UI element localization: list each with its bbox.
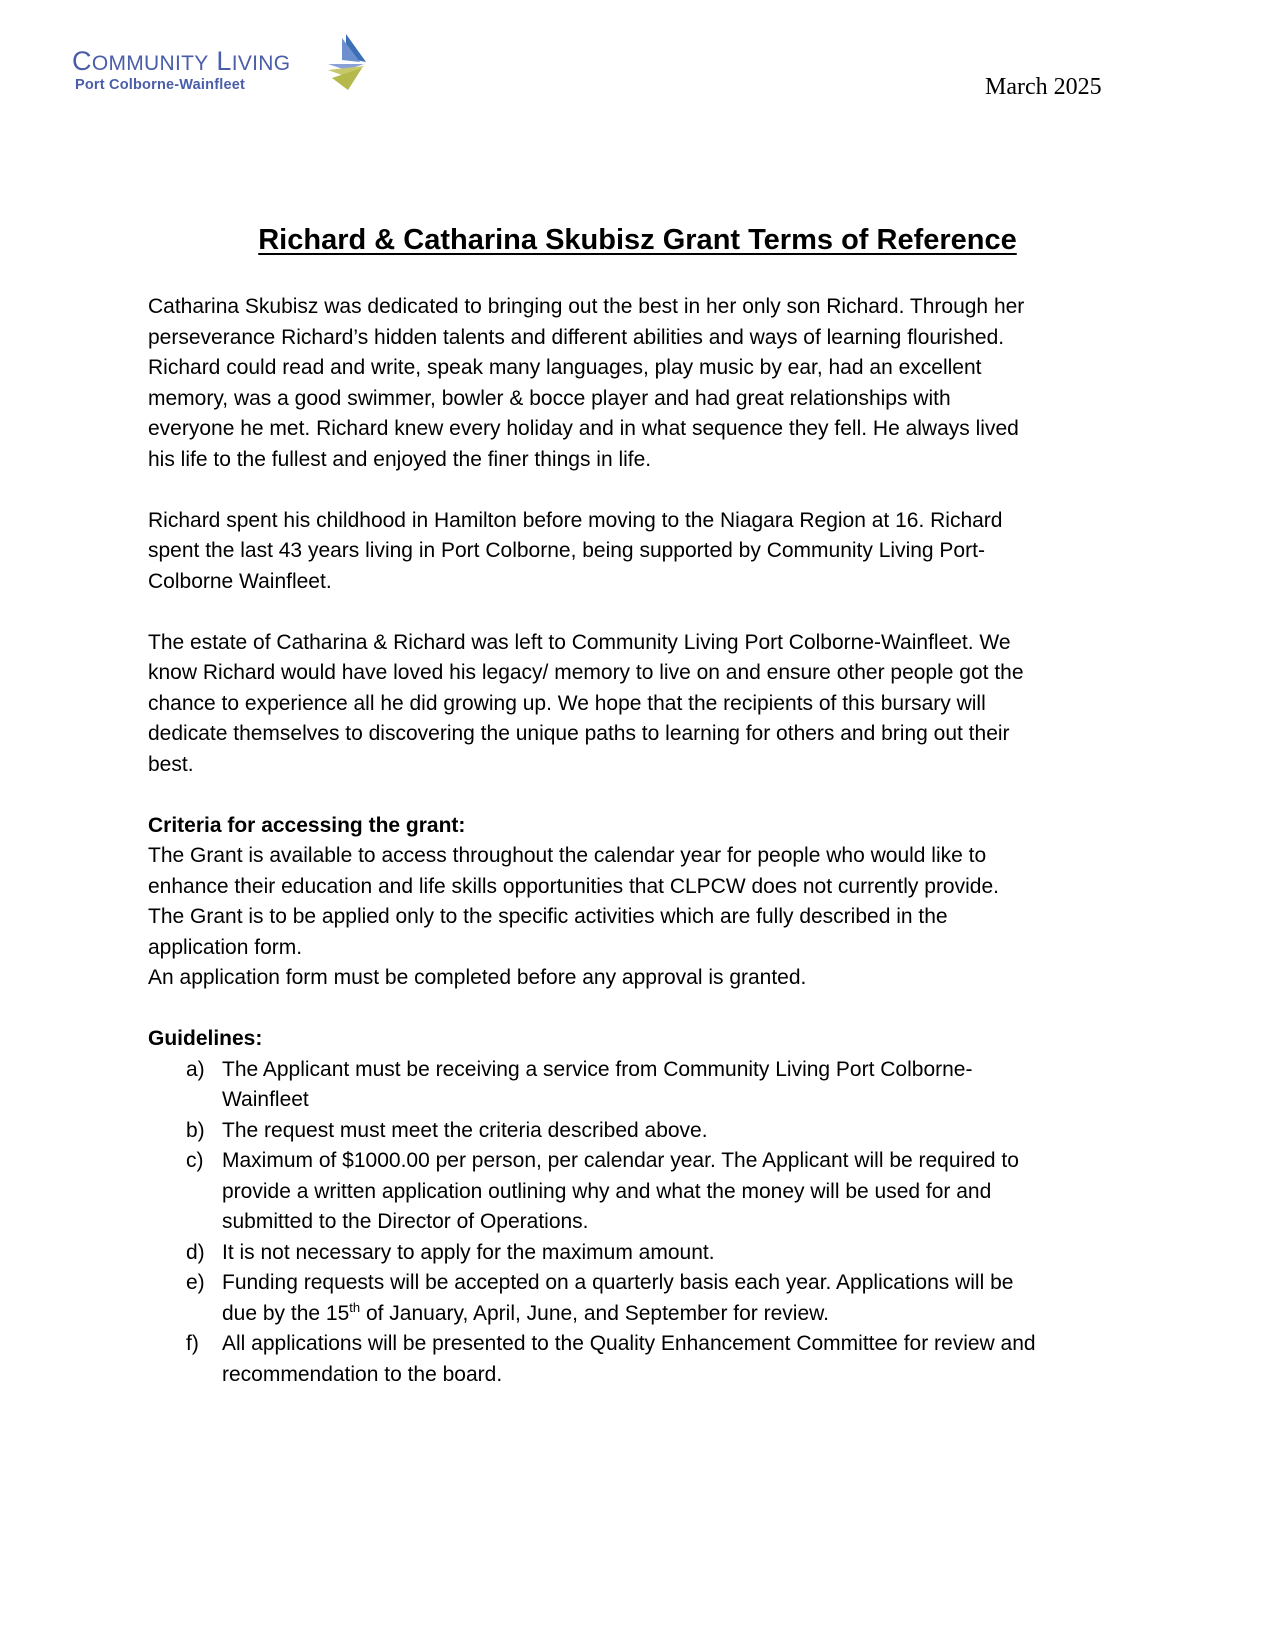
text-line: perseverance Richard’s hidden talents and different abilities and ways of learning flourished. <box>148 325 1005 349</box>
childhood-paragraph <box>148 506 1128 598</box>
guidelines-section <box>148 1024 1128 1390</box>
text-line: best. <box>148 752 194 776</box>
list-marker: d) <box>186 1240 205 1264</box>
logo-wordmark: COMMUNITY LIVING <box>72 46 291 76</box>
text-line: chance to experience all he did growing up. We hope that the recipients of this bursary will <box>148 691 986 715</box>
list-marker: f) <box>186 1332 199 1355</box>
list-marker: b) <box>186 1118 205 1142</box>
document-date: March 2025 <box>985 74 1102 100</box>
text-line: The Grant is available to access throughout the calendar year for people who would like to <box>148 844 987 867</box>
text-line: Catharina Skubisz was dedicated to bringing out the best in her only son Richard. Through her <box>148 295 1025 318</box>
logo-sail-icon <box>326 34 366 92</box>
text-line: Richard spent his childhood in Hamilton before moving to the Niagara Region at 16. Richard <box>148 508 1003 532</box>
list-item <box>148 1329 1128 1390</box>
community-living-logo <box>72 34 392 96</box>
text-line: his life to the fullest and enjoyed the finer things in life. <box>148 447 652 471</box>
text-line: dedicate themselves to discovering the unique paths to learning for others and bring out their <box>148 722 1010 745</box>
text-line: submitted to the Director of Operations. <box>222 1210 589 1233</box>
text-line: The estate of Catharina & Richard was left to Community Living Port Colborne-Wainfleet. We <box>148 630 1011 654</box>
text-line: enhance their education and life skills opportunities that CLPCW does not currently provide. <box>148 874 999 898</box>
text-line: Colborne Wainfleet. <box>148 569 332 593</box>
criteria-section <box>148 811 1128 994</box>
list-item <box>148 1268 1128 1329</box>
text-segment: of January, April, June, and September for review. <box>360 1301 829 1325</box>
text-line: provide a written application outlining why and what the money will be used for and <box>222 1179 992 1203</box>
text-line: It is not necessary to apply for the maximum amount. <box>222 1240 715 1264</box>
text-segment: due by the 15 <box>222 1301 350 1325</box>
text-line: The request must meet the criteria described above. <box>222 1118 708 1142</box>
guidelines-heading: Guidelines: <box>148 1027 263 1050</box>
logo-subtitle: Port Colborne-Wainfleet <box>75 77 246 93</box>
text-line: memory, was a good swimmer, bowler & bocce player and had great relationships with <box>148 386 951 410</box>
list-marker: a) <box>186 1057 205 1081</box>
text-line: Funding requests will be accepted on a quarterly basis each year. Applications will be <box>222 1271 1014 1294</box>
list-marker: c) <box>186 1149 204 1172</box>
text-line: All applications will be presented to the Quality Enhancement Committee for review and <box>222 1332 1036 1355</box>
text-line: Richard could read and write, speak many languages, play music by ear, had an excellent <box>148 356 982 379</box>
list-item <box>148 1238 1128 1269</box>
text-line: An application form must be completed before any approval is granted. <box>148 966 807 989</box>
list-item <box>148 1055 1128 1116</box>
text-line: application form. <box>148 935 303 959</box>
text-line: Wainfleet <box>222 1088 309 1111</box>
text-line <box>222 1299 1128 1330</box>
document-title: Richard & Catharina Skubisz Grant Terms of Reference <box>258 224 1017 256</box>
text-line: The Applicant must be receiving a service from Community Living Port Colborne- <box>222 1057 973 1081</box>
text-line: The Grant is to be applied only to the specific activities which are fully described in the <box>148 905 948 928</box>
criteria-heading: Criteria for accessing the grant: <box>148 813 466 837</box>
text-line: everyone he met. Richard knew every holiday and in what sequence they fell. He always lived <box>148 417 1019 440</box>
text-line: recommendation to the board. <box>222 1362 503 1386</box>
estate-paragraph <box>148 628 1128 781</box>
list-marker: e) <box>186 1271 205 1294</box>
ordinal-suffix: th <box>349 1299 361 1315</box>
text-line: know Richard would have loved his legacy/ memory to live on and ensure other people got the <box>148 661 1024 684</box>
text-line: Maximum of $1000.00 per person, per calendar year. The Applicant will be required to <box>222 1149 1019 1172</box>
list-item <box>148 1116 1128 1147</box>
text-line: spent the last 43 years living in Port Colborne, being supported by Community Living Port- <box>148 539 985 562</box>
document-body <box>148 292 1128 1421</box>
list-item <box>148 1146 1128 1238</box>
intro-paragraph <box>148 292 1128 475</box>
guidelines-list <box>148 1055 1128 1391</box>
